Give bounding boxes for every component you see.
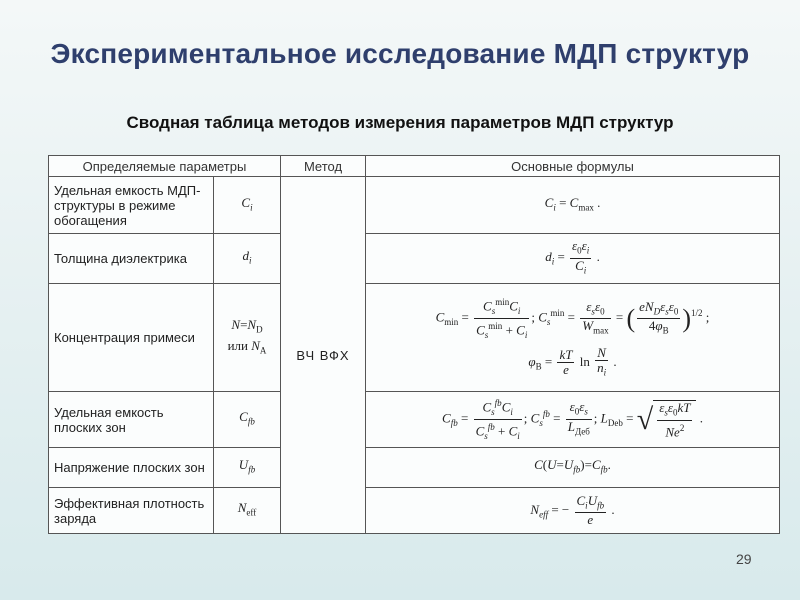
formula-cell: $N_{eff}$ = − $\frac{C_iU_{fb}}{e}$ .	[366, 488, 780, 534]
symbol-cell: $C_i$	[214, 177, 281, 234]
method-cell: ВЧ ВФХ	[281, 177, 366, 534]
param-cell: Концентрация примеси	[49, 284, 214, 392]
table-row	[49, 284, 780, 392]
formula-phib: $\varphi_B$ = $\frac{kT}{e}$ ln $\frac{N}{n_i}$ .	[528, 345, 617, 378]
table-header-row	[49, 156, 780, 177]
table-row	[49, 234, 780, 284]
param-cell: Напряжение плоских зон	[49, 448, 214, 488]
param-cell: Удельная емкость плоских зон	[49, 392, 214, 448]
table-row	[49, 488, 780, 534]
header-method: Метод	[281, 156, 366, 177]
symbol-cell: $C_{fb}$	[214, 392, 281, 448]
symbol-cell: $N=N_D$ или $N_A$	[214, 284, 281, 392]
page-number: 29	[736, 551, 752, 567]
symbol-cell: $d_i$	[214, 234, 281, 284]
header-parameters: Определяемые параметры	[49, 156, 281, 177]
formula-cell: $d_i$ = $\frac{\varepsilon_0\varepsilon_i}{C_i}$ .	[366, 234, 780, 284]
param-cell: Эффективная плотность заряда	[49, 488, 214, 534]
table-row	[49, 448, 780, 488]
param-cell: Толщина диэлектрика	[49, 234, 214, 284]
formula-cell: $C_i = C_{max}$ .	[366, 177, 780, 234]
table-caption: Сводная таблица методов измерения параметров МДП структур	[126, 113, 674, 132]
formula-cell	[366, 284, 780, 392]
header-formulas: Основные формулы	[366, 156, 780, 177]
param-cell: Удельная емкость МДП-структуры в режиме обогащения	[49, 177, 214, 234]
symbol-cell: $N_{eff}$	[214, 488, 281, 534]
symbol-cell: $U_{fb}$	[214, 448, 281, 488]
table-row	[49, 177, 780, 234]
table-row	[49, 392, 780, 448]
methods-table	[48, 155, 780, 534]
formula-cell: $C_{fb}$ = $\frac{C_s^{fb}C_i}{C_s^{fb} + C_i}$ ; $C_s^{fb}$ = $\frac{\varepsilon_0\varepsilon_s}{L_{Деб}}$ ; $L_{Deb}$ = √ $\frac{\varepsilon_s\varepsilon_0kT}{Ne^2}$ .	[366, 392, 780, 448]
formula-cmin: $C_{min}$ = $\frac{C_s^{min}C_i}{C_s^{min} + C_i}$ ; $C_s^{min}$ = $\frac{\varepsilon_s\varepsilon_0}{W_{max}}$ = ( $\frac{eN_D\varepsilon_s\varepsilon_0}{4\varphi_B}$ )$^{1/2}$ ;	[435, 297, 710, 341]
slide-title: Экспериментальное исследование МДП структур	[50, 38, 750, 69]
formula-cell: $C(U=U_{fb})=C_{fb}$.	[366, 448, 780, 488]
